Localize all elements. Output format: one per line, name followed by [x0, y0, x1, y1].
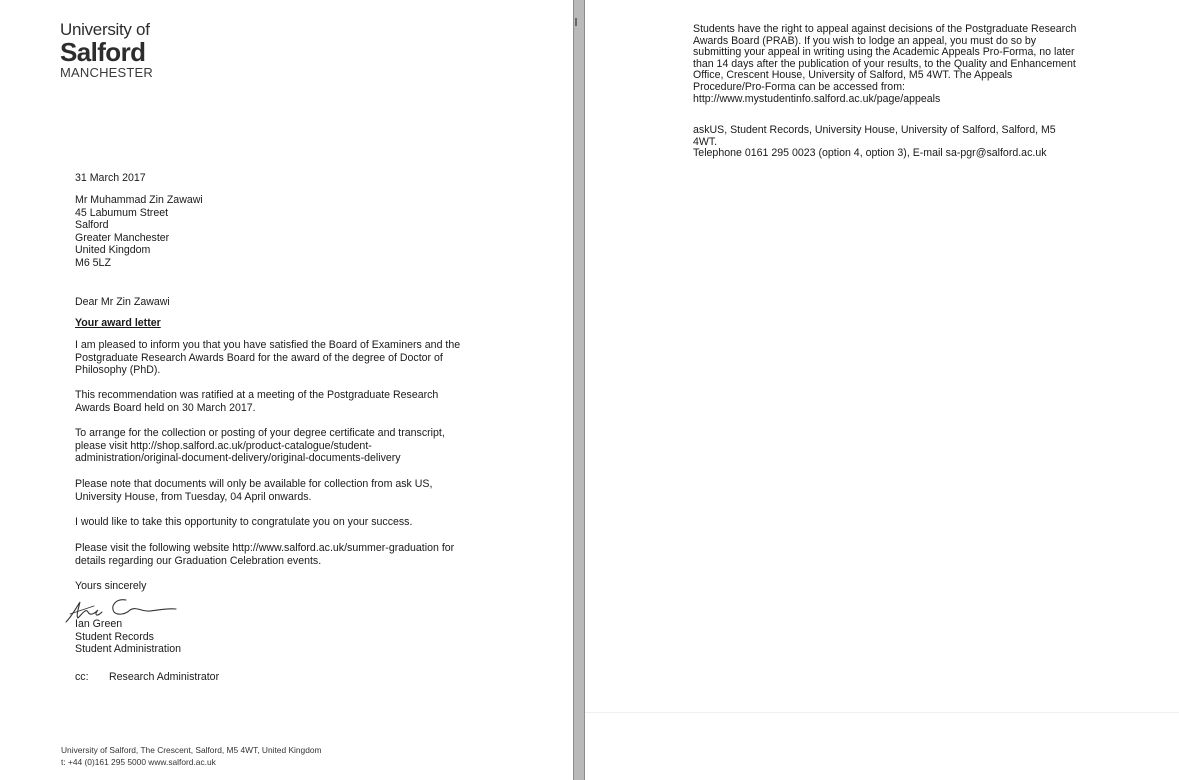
- logo-line-3: MANCHESTER: [60, 65, 154, 80]
- letter-date: 31 March 2017: [75, 172, 146, 184]
- paragraph-line: Awards Board held on 30 March 2017.: [75, 401, 256, 414]
- paragraph-line: http://www.mystudentinfo.salford.ac.uk/page/appeals: [693, 92, 941, 105]
- paragraph-line: I am pleased to inform you that you have satisfied the Board of Examiners and the: [75, 339, 461, 351]
- paragraph-line: Awards Board (PRAB). If you wish to lodge an appeal, you must do so by: [693, 34, 1037, 47]
- cc-value: Research Administrator: [109, 671, 220, 683]
- paragraph-collection: [75, 478, 485, 503]
- paragraph-line: please visit http://shop.salford.ac.uk/product-catalogue/student-: [75, 439, 372, 452]
- paragraph-line: This recommendation was ratified at a meeting of the Postgraduate Research: [75, 389, 439, 401]
- logo-line-1: University of: [60, 20, 150, 39]
- paragraph-line: Please note that documents will only be available for collection from ask US,: [75, 478, 433, 490]
- paragraph-award: [75, 339, 485, 377]
- address-line: Mr Muhammad Zin Zawawi: [75, 194, 203, 206]
- page-1: [0, 0, 573, 780]
- paragraph-line: Office, Crescent House, University of Salford, M5 4WT. The Appeals: [693, 69, 1013, 82]
- paragraph-line: administration/original-document-delivery/original-documents-delivery: [75, 452, 401, 465]
- contact-paragraph: [693, 125, 1103, 160]
- address-line: 45 Labumum Street: [75, 206, 169, 219]
- signer-block: [75, 618, 485, 656]
- page-divider: [573, 0, 585, 780]
- scan-artifact-line: [585, 712, 1179, 713]
- page-2: [585, 0, 1179, 780]
- paragraph-line: 4WT.: [693, 135, 718, 148]
- address-line: Greater Manchester: [75, 231, 170, 244]
- appeal-paragraph: [693, 24, 1103, 105]
- paragraph-line: Telephone 0161 295 0023 (option 4, option 3), E-mail sa-pgr@salford.ac.uk: [693, 147, 1047, 160]
- closing: Yours sincerely: [75, 580, 147, 592]
- address-line: M6 5LZ: [75, 256, 111, 269]
- paragraph-line: details regarding our Graduation Celebration events.: [75, 554, 322, 567]
- divider-mark: [575, 18, 577, 26]
- logo-line-2: Salford: [60, 37, 146, 67]
- paragraph-congratulations: I would like to take this opportunity to congratulate you on your success.: [75, 516, 413, 528]
- letter-heading: Your award letter: [75, 317, 161, 329]
- paragraph-certificate: [75, 427, 485, 465]
- paragraph-ratified: [75, 389, 485, 414]
- address-line: Salford: [75, 219, 109, 232]
- signer-line: Student Records: [75, 630, 154, 643]
- address-line: United Kingdom: [75, 244, 151, 257]
- letter-footer: [61, 745, 322, 768]
- recipient-address: [75, 194, 485, 270]
- paragraph-graduation: [75, 542, 485, 567]
- paragraph-line: submitting your appeal in writing using the Academic Appeals Pro-Forma, no later: [693, 46, 1075, 59]
- paragraph-line: University House, from Tuesday, 04 April onwards.: [75, 490, 312, 503]
- salutation: Dear Mr Zin Zawawi: [75, 296, 170, 308]
- signer-name: Ian Green: [75, 618, 123, 630]
- paragraph-line: Please visit the following website http://www.salford.ac.uk/summer-graduation for: [75, 542, 455, 554]
- university-logo: [60, 21, 153, 79]
- paragraph-line: Postgraduate Research Awards Board for the award of the degree of Doctor of: [75, 351, 443, 364]
- paragraph-line: than 14 days after the publication of your results, to the Quality and Enhancement: [693, 57, 1076, 70]
- paragraph-line: Philosophy (PhD).: [75, 364, 161, 377]
- paragraph-line: Procedure/Pro-Forma can be accessed from:: [693, 80, 905, 93]
- paragraph-line: To arrange for the collection or posting of your degree certificate and transcript,: [75, 427, 445, 439]
- signer-line: Student Administration: [75, 643, 181, 656]
- paragraph-line: Students have the right to appeal against decisions of the Postgraduate Research: [693, 23, 1077, 35]
- cc-row: [75, 671, 219, 684]
- cc-label: cc:: [75, 671, 89, 683]
- paragraph-line: askUS, Student Records, University House, University of Salford, Salford, M5: [693, 124, 1056, 136]
- footer-line: t: +44 (0)161 295 5000 www.salford.ac.uk: [61, 756, 216, 767]
- footer-line: University of Salford, The Crescent, Salford, M5 4WT, United Kingdom: [61, 745, 322, 755]
